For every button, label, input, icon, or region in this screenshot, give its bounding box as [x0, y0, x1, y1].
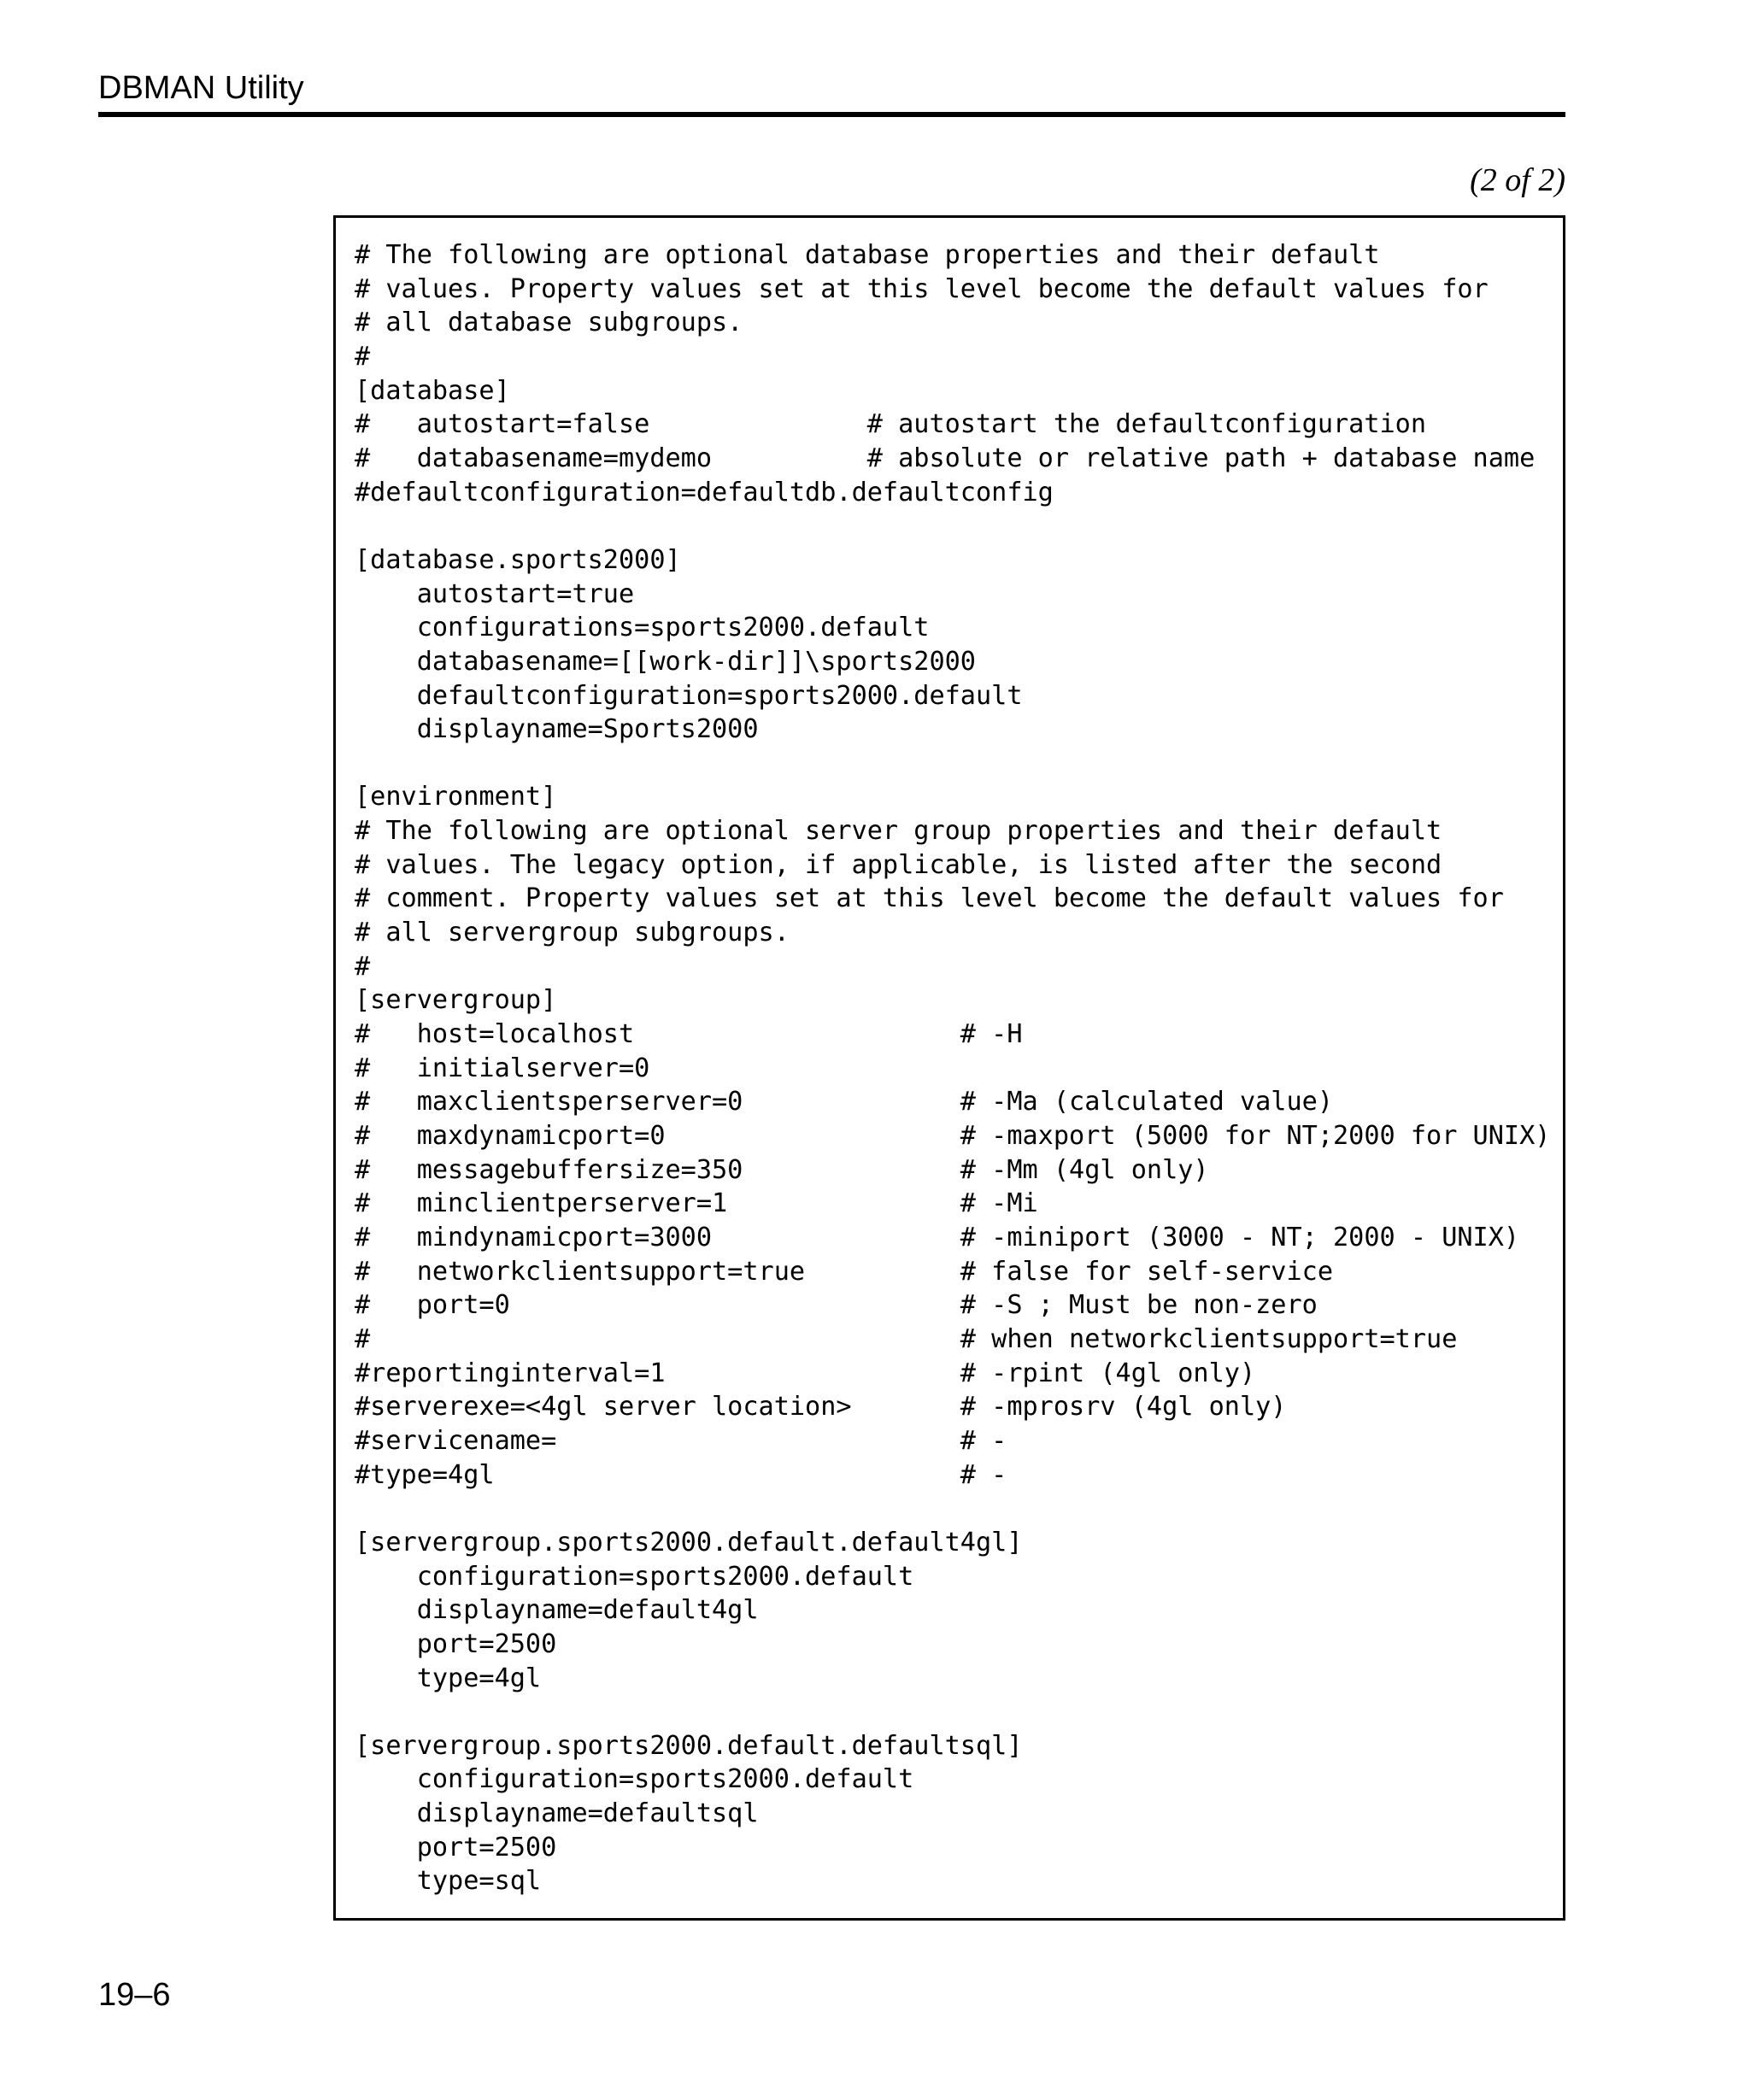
code-line: [servergroup] [355, 985, 557, 1016]
code-line: # values. The legacy option, if applicable, is listed after the second [355, 849, 1442, 880]
code-line: # all database subgroups. [355, 308, 743, 338]
code-line: # all servergroup subgroups. [355, 918, 790, 948]
code-line: autostart=true [355, 578, 635, 609]
code-line: configuration=sports2000.default [355, 1764, 914, 1795]
continuation-label: (2 of 2) [1470, 162, 1565, 198]
code-line: [database.sports2000] [355, 544, 681, 575]
code-line [355, 509, 1550, 543]
code-line [355, 1492, 1550, 1526]
code-line: # The following are optional server group properties and their default [355, 816, 1442, 847]
code-line: # host=localhost # -H [355, 1019, 1023, 1050]
code-line: type=4gl [355, 1663, 542, 1693]
header-rule [98, 112, 1565, 117]
page-number: 19–6 [98, 1977, 171, 2013]
code-line: displayname=defaultsql [355, 1798, 759, 1829]
code-line: [database] [355, 375, 510, 406]
code-line: # initialserver=0 [355, 1053, 650, 1083]
code-line: configurations=sports2000.default [355, 613, 930, 643]
code-line: # maxdynamicport=0 # -maxport (5000 for NT;2000 for UNIX) [355, 1121, 1551, 1152]
code-line: #servicename= # - [355, 1425, 1007, 1456]
code-line: # values. Property values set at this level become the default values for [355, 273, 1489, 304]
code-line: # The following are optional database properties and their default [355, 240, 1380, 270]
running-header-title: DBMAN Utility [98, 70, 304, 106]
code-line: displayname=default4gl [355, 1595, 759, 1626]
code-line: # minclientperserver=1 # -Mi [355, 1188, 1038, 1219]
code-line: # networkclientsupport=true # false for self-service [355, 1256, 1333, 1287]
code-line: #reportinginterval=1 # -rpint (4gl only) [355, 1358, 1256, 1388]
code-line: [servergroup.sports2000.default.default4gl] [355, 1527, 1023, 1557]
code-line: # [355, 951, 371, 982]
code-line: # # when networkclientsupport=true [355, 1323, 1458, 1354]
code-line: # port=0 # -S ; Must be non-zero [355, 1290, 1318, 1321]
code-line: port=2500 [355, 1832, 557, 1862]
code-line: #type=4gl # - [355, 1459, 1007, 1490]
code-line: # autostart=false # autostart the defaultconfiguration [355, 409, 1427, 440]
code-line: # messagebuffersize=350 # -Mm (4gl only) [355, 1154, 1209, 1185]
code-line: # maxclientsperserver=0 # -Ma (calculated value) [355, 1087, 1333, 1117]
code-line: configuration=sports2000.default [355, 1561, 914, 1592]
code-line [355, 1695, 1550, 1729]
code-line: # databasename=mydemo # absolute or relative path + database name [355, 443, 1536, 473]
code-line: [environment] [355, 782, 557, 812]
code-line: [servergroup.sports2000.default.defaultsql] [355, 1730, 1023, 1761]
code-line: #serverexe=<4gl server location> # -mprosrv (4gl only) [355, 1392, 1287, 1422]
code-line: # comment. Property values set at this level become the default values for [355, 883, 1504, 914]
code-line: port=2500 [355, 1628, 557, 1659]
code-line [355, 747, 1550, 781]
code-line: #defaultconfiguration=defaultdb.defaultconfig [355, 477, 1054, 507]
code-line: databasename=[[work-dir]]\sports2000 [355, 646, 976, 677]
code-example-box [333, 215, 1565, 1921]
code-line: # mindynamicport=3000 # -miniport (3000 - NT; 2000 - UNIX) [355, 1223, 1520, 1252]
code-line: type=sql [355, 1866, 542, 1897]
code-line: # [355, 341, 371, 372]
code-line: displayname=Sports2000 [355, 714, 759, 745]
code-line: defaultconfiguration=sports2000.default [355, 680, 1023, 711]
code-listing [355, 238, 1550, 1898]
